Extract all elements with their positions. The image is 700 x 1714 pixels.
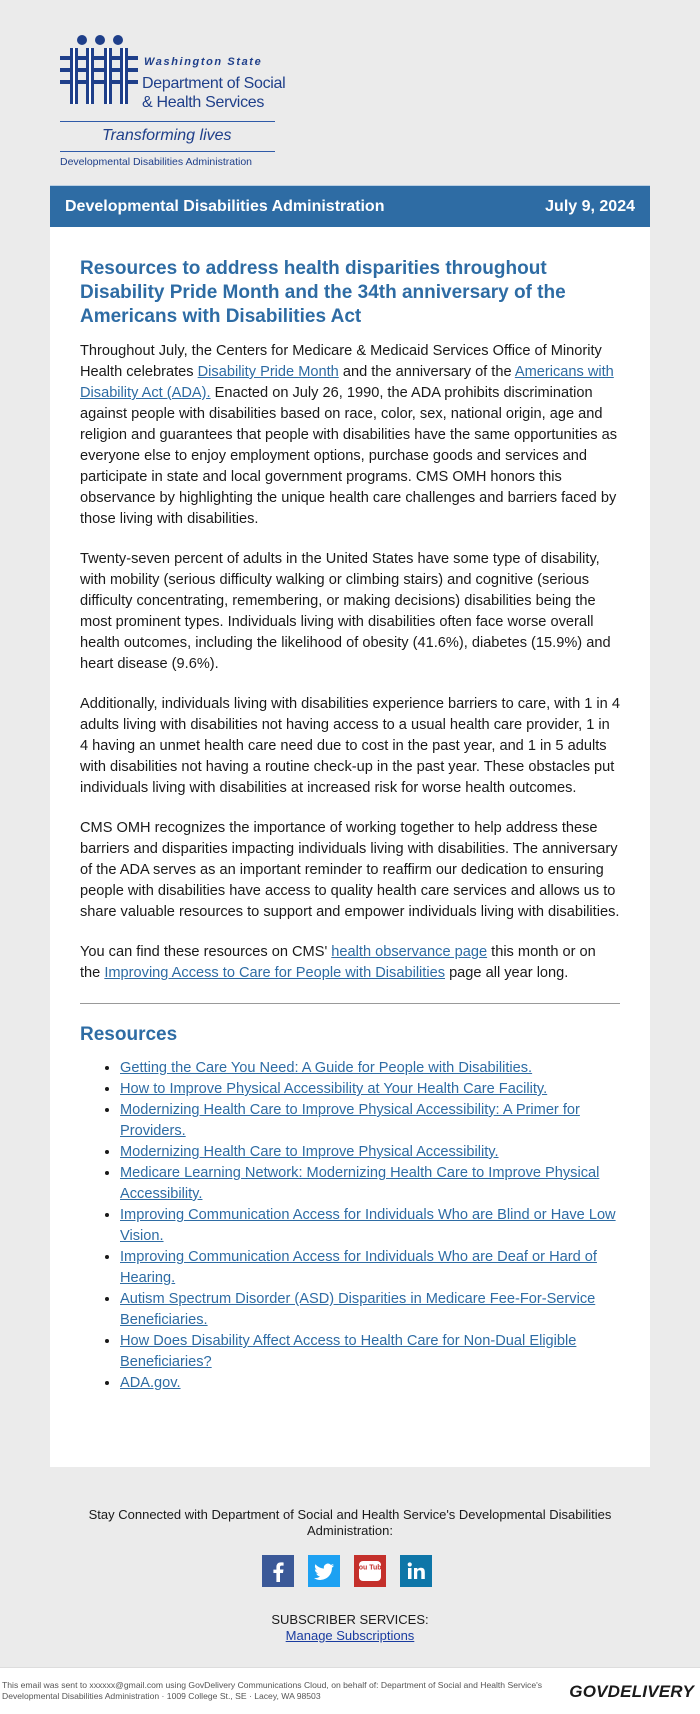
subscriber-services-label: SUBSCRIBER SERVICES: <box>271 1612 429 1627</box>
banner-org: Developmental Disabilities Administration <box>65 198 385 215</box>
resource-link[interactable]: Improving Communication Access for Individuals Who are Deaf or Hard of Hearing. <box>120 1249 597 1286</box>
p1-text: Throughout July, the Centers for Medicare & Medicaid Services Office of Minority Health celebrates <box>80 343 602 380</box>
resource-link[interactable]: Modernizing Health Care to Improve Physical Accessibility. <box>120 1144 499 1160</box>
p5-text: You can find these resources on CMS' <box>80 944 332 960</box>
youtube-label: You Tube <box>354 1564 386 1572</box>
banner-date: July 9, 2024 <box>545 198 635 215</box>
logo-dept-text <box>142 74 292 112</box>
email-header <box>0 0 700 183</box>
article-title: Resources to address health disparities throughout Disability Pride Month and the 34th anniversary of the Americans with Disabilities Act <box>80 258 566 327</box>
dshs-logo[interactable] <box>60 34 286 174</box>
logo-tagline: Transforming lives <box>102 127 232 144</box>
article-paragraph-2: Twenty-seven percent of adults in the United States have some type of disability, with mobility (serious difficulty walking or climbing stairs) and cognitive (serious difficulty concentrating, remembering, or making decisions) disabilities being the most prominent types. Individuals living with disabilities often face worse overall health outcomes, including the likelihood of obesity (41.6%), diabetes (15.9%) and heart disease (9.6%). <box>80 551 611 672</box>
ada-link[interactable]: Americans with Disability Act (ADA). <box>80 364 614 401</box>
stay-connected-text: Stay Connected with Department of Social and Health Service's Developmental Disabilities Administration: <box>88 1507 612 1538</box>
list-item <box>120 1163 620 1205</box>
list-item <box>120 1205 620 1247</box>
p1-text: and the anniversary of the <box>338 364 515 380</box>
manage-subscriptions-link[interactable]: Manage Subscriptions <box>285 1628 415 1643</box>
people-logo-icon <box>60 34 138 106</box>
article-paragraph-3: Additionally, individuals living with disabilities experience barriers to care, with 1 in 4 adults living with disabilities not having access to a usual health care provider, 1 in 4 having an unmet health care need due to cost in the past year, and 1 in 5 adults with disabilities not having a routine check-up in the past year. These obstacles put individuals living with disabilities at increased risk for worse health outcomes. <box>80 696 620 796</box>
facebook-icon[interactable] <box>262 1555 294 1587</box>
social-links <box>262 1555 442 1589</box>
resource-link[interactable]: Medicare Learning Network: Modernizing Health Care to Improve Physical Accessibility. <box>120 1165 600 1202</box>
improving-access-link[interactable]: Improving Access to Care for People with Disabilities <box>104 965 446 981</box>
title-banner <box>50 185 650 228</box>
logo-rule <box>60 121 275 122</box>
govdelivery-logo[interactable]: GOVDELIVERY <box>569 1682 694 1701</box>
list-item <box>120 1247 620 1289</box>
resources-list <box>80 1058 620 1394</box>
resource-link[interactable]: ADA.gov. <box>120 1375 181 1391</box>
list-item <box>120 1079 620 1100</box>
email-footer <box>0 1467 700 1667</box>
list-item <box>120 1100 620 1142</box>
twitter-icon[interactable] <box>308 1555 340 1587</box>
list-item <box>120 1331 620 1373</box>
p5-text: page all year long. <box>445 965 569 981</box>
list-item <box>120 1142 620 1163</box>
logo-dda-text: Developmental Disabilities Administration <box>60 156 253 168</box>
article-paragraph-4: CMS OMH recognizes the importance of working together to help address these barriers and disparities impacting individuals living with disabilities. The anniversary of the ADA serves as an important reminder to reaffirm our dedication to ensuring people with disabilities have access to quality health care services and allows us to share valuable resources to support and empower individuals living with disabilities. <box>80 820 620 920</box>
resource-link[interactable]: How Does Disability Affect Access to Health Care for Non-Dual Eligible Beneficiaries? <box>120 1333 577 1370</box>
health-observance-link[interactable]: health observance page <box>331 944 488 960</box>
resource-link[interactable]: Getting the Care You Need: A Guide for People with Disabilities. <box>120 1060 533 1076</box>
list-item <box>120 1373 620 1394</box>
resource-link[interactable]: How to Improve Physical Accessibility at Your Health Care Facility. <box>120 1081 548 1097</box>
resource-link[interactable]: Improving Communication Access for Individuals Who are Blind or Have Low Vision. <box>120 1207 616 1244</box>
subscriber-services <box>0 1612 700 1644</box>
resource-link[interactable]: Modernizing Health Care to Improve Physical Accessibility: A Primer for Providers. <box>120 1102 580 1139</box>
legal-text: This email was sent to xxxxxx@gmail.com using GovDelivery Communications Cloud, on behalf of: Department of Social and Health Service's Developmental Disabilities Administration · 1009 College St., SE · Lacey, WA 98503 <box>2 1680 543 1701</box>
disability-pride-month-link[interactable]: Disability Pride Month <box>197 364 339 380</box>
resources-heading: Resources <box>80 1024 178 1045</box>
logo-dept-line2: & Health Services <box>142 94 265 111</box>
p5-text: this month or on the <box>80 944 596 981</box>
article-paragraph-5 <box>80 942 620 984</box>
article-card <box>50 227 650 1467</box>
linkedin-icon[interactable] <box>400 1555 432 1587</box>
list-item <box>120 1289 620 1331</box>
logo-state-text: Washington State <box>144 56 263 68</box>
list-item <box>120 1058 620 1079</box>
resource-link[interactable]: Autism Spectrum Disorder (ASD) Disparities in Medicare Fee-For-Service Beneficiaries. <box>120 1291 596 1328</box>
legal-bar <box>0 1667 700 1714</box>
logo-rule <box>60 151 275 152</box>
youtube-icon[interactable] <box>354 1555 386 1587</box>
p1-text: Enacted on July 26, 1990, the ADA prohibits discrimination against people with disabilities based on race, color, sex, national origin, age and religion and guarantees that people with disabilities have the same opportunities as everyone else to enjoy employment options, purchase goods and services and participate in state and local government programs. CMS OMH honors this observance by highlighting the unique health care challenges and barriers faced by those living with disabilities. <box>80 385 618 527</box>
article-paragraph-1 <box>80 341 620 530</box>
divider <box>80 1003 620 1004</box>
article-content <box>80 257 620 1394</box>
logo-dept-line1: Department of Social <box>142 75 286 92</box>
